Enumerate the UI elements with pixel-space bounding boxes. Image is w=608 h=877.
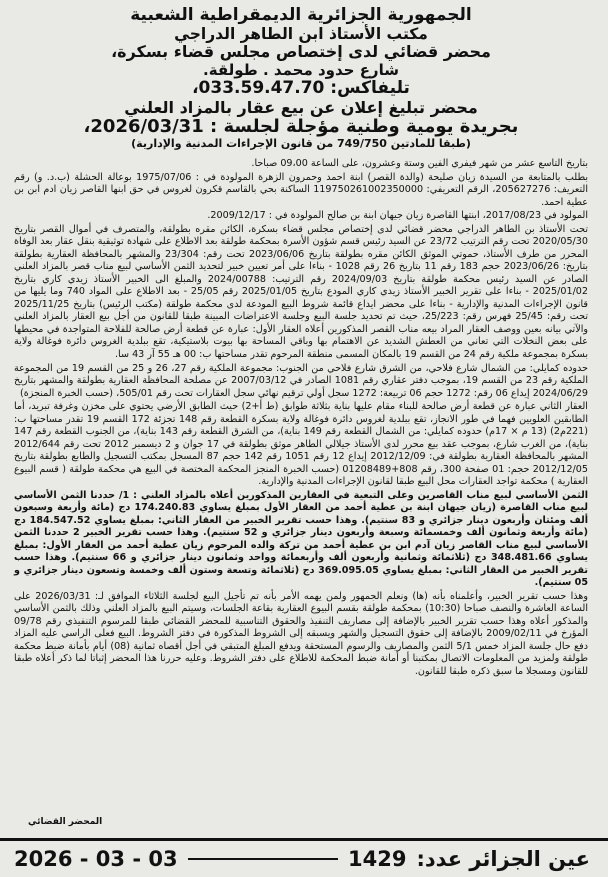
paragraph-base-price: الثمن الأساسي لبيع مناب القاصرين وعلى التبعية في العقارين المذكورين أعلاه بالمزاد العلني : 1/ حددنا الثمن الأساسي لبيع مناب القاصرة (زيان جيهان ابنة بن عطية أحمد من العقار الأول بمبلغ يساوي 174.240.83 دج (مائة وأربعة وسبعون ألف ومئتان وأربعون دينار جزائري و 83 سنتيم). وهذا حسب تقرير الخبير من العقار الثاني: بمبلغ يساوي 184.547.52 دج (مائة وأربعة وثمانون ألف وخمسمائة وسبعة وأربعون دينار جزائري و 52 سنتيم). وهذا حسب تقرير الخبير 2 حددنا الثمن الأساسي لبيع مناب القاصر زيان آدم ابن بن عطية أحمد من تركة والده المرحوم زيان عطية أحمد من العقار الأول: بمبلغ يساوي 348.481.66 دج (ثلاثمائة وثمانية وأربعون ألف وأربعمائة وواحد وثمانون دينار جزائري و 66 سنتيم). وهذا حسب تقرير الخبير من العقار الثاني: بمبلغ يساوي 369.095.05 دج (ثلاثمائة وتسعة وستون ألف وخمسة وتسعون دينار جزائري و 05 سنتيم). bbox=[14, 489, 589, 589]
issue-label: عين الجزائر عدد: bbox=[416, 847, 590, 871]
paragraph-boundaries-first: حدوده كمايلي: من الشمال شارع فلاحي، من الشرق شارع فلاحي من الجنوب: مجموعة الملكية رقم 27، 26 و 25 من القسم 19 من المجموعة الملكية رقم 23 من القسم 19، بموجب دفتر عقاري رقم 1081 الصادر في 2007/03/12 عن مصلحة المحافظة العقارية بطولقة والمشهر بتاريخ 2024/06/29 إيداع 06 رقم: 1272 حجم 06 تربيعة: 1272 سجل أولي ترقيم نهائي سجل العقارات تحت رقم 505/01، (حسب الخبرة المنجزة) bbox=[14, 362, 588, 399]
signature-label: المحضر القضائي bbox=[28, 817, 103, 827]
notice-header bbox=[14, 6, 588, 150]
paragraph-applicant: بطلب بالمتابعة من السيدة زيان صليحة (والدة القصر) ابنة احمد وحمرون الزهرة المولودة في : 1975/07/06 بوعالة الحشلة (ب.د. و) رقم التعريف: 205627276، الرقم التعريفي: 119750261002350000 الساكنة بحي بالقاسم قكرون لغروس في حق ابنها القاصر زيان ادم ابن بن عطية احمد. bbox=[14, 171, 588, 208]
paragraph-date: بتاريخ التاسع عشر من شهر فيفري الفين وستة وعشرون، على الساعة 09،00 صباحا. bbox=[251, 158, 588, 170]
notice-body bbox=[14, 158, 588, 678]
office-address: شارع حدود محمد . طولقة. bbox=[203, 60, 399, 79]
republic-title: الجمهورية الجزائرية الديمقراطية الشعبية bbox=[130, 5, 472, 25]
paragraph-procedure: تحت الأستاذ بن الطاهر الدراجي محضر قضائي لدى إختصاص مجلس قضاء بسكرة، الكائن مقره بطولقة، والمتصرف في أموال القصر بتاريخ 2020/05/30 تحت رقم الترتيب 23/72 عن السيد رئيس قسم شؤون الأسرة بمحكمة طولقة بعد الاطلاع على شهادة توثيقية بنقل عقار بعد الوفاة المحرر من طرف الأستاذ، حموتي الموثق الكائن مقره بطولقة بتاريخ 2023/06/06 تحت رقم: 23/304 والمشهر بالمحافظة العقارية بطولقة بتاريخ: 2023/06/26 حجم 183 رقم 11 بتاريخ 26 رقم 1028 - بناءا على أمر تعيين خبير لتحديد الثمن الأساسي لبيع مناب قصر بالمزاد العلني الصادر عن السيد رئيس محكمة طولقة بتاريخ 2024/09/03 رقم الترتيب: 2024/00788 والمبلغ الى الخبير الأستاذ زيدي كاري بتاريخ 2025/01/02 - بناءا على تقرير الخبير الأستاذ زيدي كاري المودع بتاريخ 2025/01/05 رقم 25/05 - بعد الاطلاع على المواد 740 وما يليها من قانون الإجراءات المدنية والإدارية - بناءا على محضر ايداع قائمة شروط البيع المودعة لدى محكمة طولقة (مكتب الرئيس) بتاريخ 2025/11/25 تحت رقم: 25/45 فهرس رقم: 25/223، حيث تم تحديد جلسة البيع وجلسة الاعتراضات المبينة طبقا للقانون من أجل بيع العقار بالمزاد العلني والآتي بيانه بعين ووصف العقار المراد بيعه مناب القصر المذكورين أعلاه العقار الأول: عبارة عن قطعة أرض صالحة للفلاحة المتواجدة في محيطها على بعض النخلات التي تعاني من العطش الشديد عن الاهتمام بها وباقي المساحة بها بيوت بلاستيكية، تقع ببلدية الغروس دائرة فوغالة ولاية بسكرة بمجموعة ملكية رقم 24 من القسم 19 بالمكان المسمى منطقة المرحوم تقدر مساحتها ب: 00 هـ 55 آر 43 سا. bbox=[14, 223, 589, 360]
paragraph-minor: المولود في 2017/08/23، ابنتها القاصرة زيان جيهان ابنة بن صالح المولودة في : 2009/12/17. bbox=[207, 210, 588, 222]
footer-divider bbox=[188, 858, 338, 860]
issue-number: 1429 bbox=[348, 847, 407, 871]
paragraph-second-property: العقار الثاني عبارة عن قطعة أرض صالحة للبناء مقام عليها بناية بثلاثة طوابق (ط أ+2) حيث الطابق الأرضي يحتوي على مخزن وغرفة تبريد، أما الطابقين العلويين فهما في طور الانجاز، تقع ببلدية لغروس دائرة فوغالة ولاية بسكرة القطعة رقم 148 تجزئة 172 القسم 19 تقدر مساحتها ب: (221م2) (13 م × 17م) حدوده كمايلي: من الشمال القطعة رقم 149 بناية)، من الشرق القطعة رقم 143 بناية)، من الجنوب القطعة رقم 147 بناية)، من الغرب شارع، بموجب عقد بيع محرر لدى الأستاذ جيلالي الطاهر موثق بطولقة في 17 جوان و 2 ديسمبر 2012 تحت رقم 2012/644 المشهر بالمحافظة العقارية بطولقة في: 2012/12/09 إيداع 12 رقم 1051 رقم 142 حجم 87 المسجل بمكتب التسجيل والطابع بطولقة بتاريخ 2012/12/05 حجم: 01 صفحة 300، رقم 808+01208489 (حسب الخبرة المنجز المحكمة المختصة في البيع هي محكمة طولقة ( قسم البيوع العقارية ) محكمة تواجد العقارات محل البيع طبقا لقانون الإجراءات المدنية والإدارية. bbox=[14, 401, 589, 488]
paragraph-sale-terms: وهذا حسب تقرير الخبير، وأعلمناه بأنه (ها) ونعلم الجمهور ولمن يهمه الأمر بأنه تم تأجيل البيع لجلسة الثلاثاء الموافق لـ: 2026/03/31 على الساعة العاشرة والنصف صباحا (10:30) بمحكمة طولقة بقسم البيوع العقارية بقاعة الجلسات، وسيتم البيع بالمزاد العلني وذلك بالثمن الأساسي والمذكور أعلاه وهذا حسب تقرير الخبير بالإضافة إلى مصاريف التنفيذ والحقوق التناسبية للمحضر القضائي طبقا للمرسوم التنفيذي رقم 09/78 المؤرخ في 2009/02/11 بالإضافة إلى حقوق التسجيل والشهر ويسبقه إلى الشروط المذكورة في دفتر الشروط. البيع فعلى الراسي عليه المزاد دفع حال جلسة المزاد خمس 5/1 الثمن والمصاريف والرسوم المستحقة ويدفع المبلغ المتبقي في أجل أقصاه ثمانية (08) أيام بأمانة ضبط محكمة طولقة ولمزيد من المعلومات الاتصال بمكتبنا أو أمانة ضبط المحكمة للاطلاع على دفتر الشروط. وعليه حررنا هذا المحضر إثباتا لما ذكر أعلاه طبقا للقانون ومسجلا ما سبق ذكره طبقا للقانون. bbox=[14, 590, 588, 677]
newspaper-session: بجريدة يومية وطنية مؤجلة لجلسة : 2026/03/31، bbox=[83, 115, 519, 137]
legal-basis: (طبقا للمادتين 749/750 من قانون الإجراءات المدنية والإدارية) bbox=[131, 136, 471, 150]
office-phone: تليفاكس: 033.59.47.70، bbox=[192, 78, 410, 98]
newspaper-footer bbox=[0, 838, 608, 877]
office-name: مكتب الأستاذ ابن الطاهر الدراجي bbox=[174, 24, 428, 43]
notice-subject: محضر تبليغ إعلان عن بيع عقار بالمزاد العلني bbox=[124, 97, 478, 117]
bailiff-role: محضر قضائي لدى إختصاص مجلس قضاء بسكرة، bbox=[111, 42, 491, 62]
issue-date: 2026 - 03 - 03 bbox=[14, 847, 178, 871]
